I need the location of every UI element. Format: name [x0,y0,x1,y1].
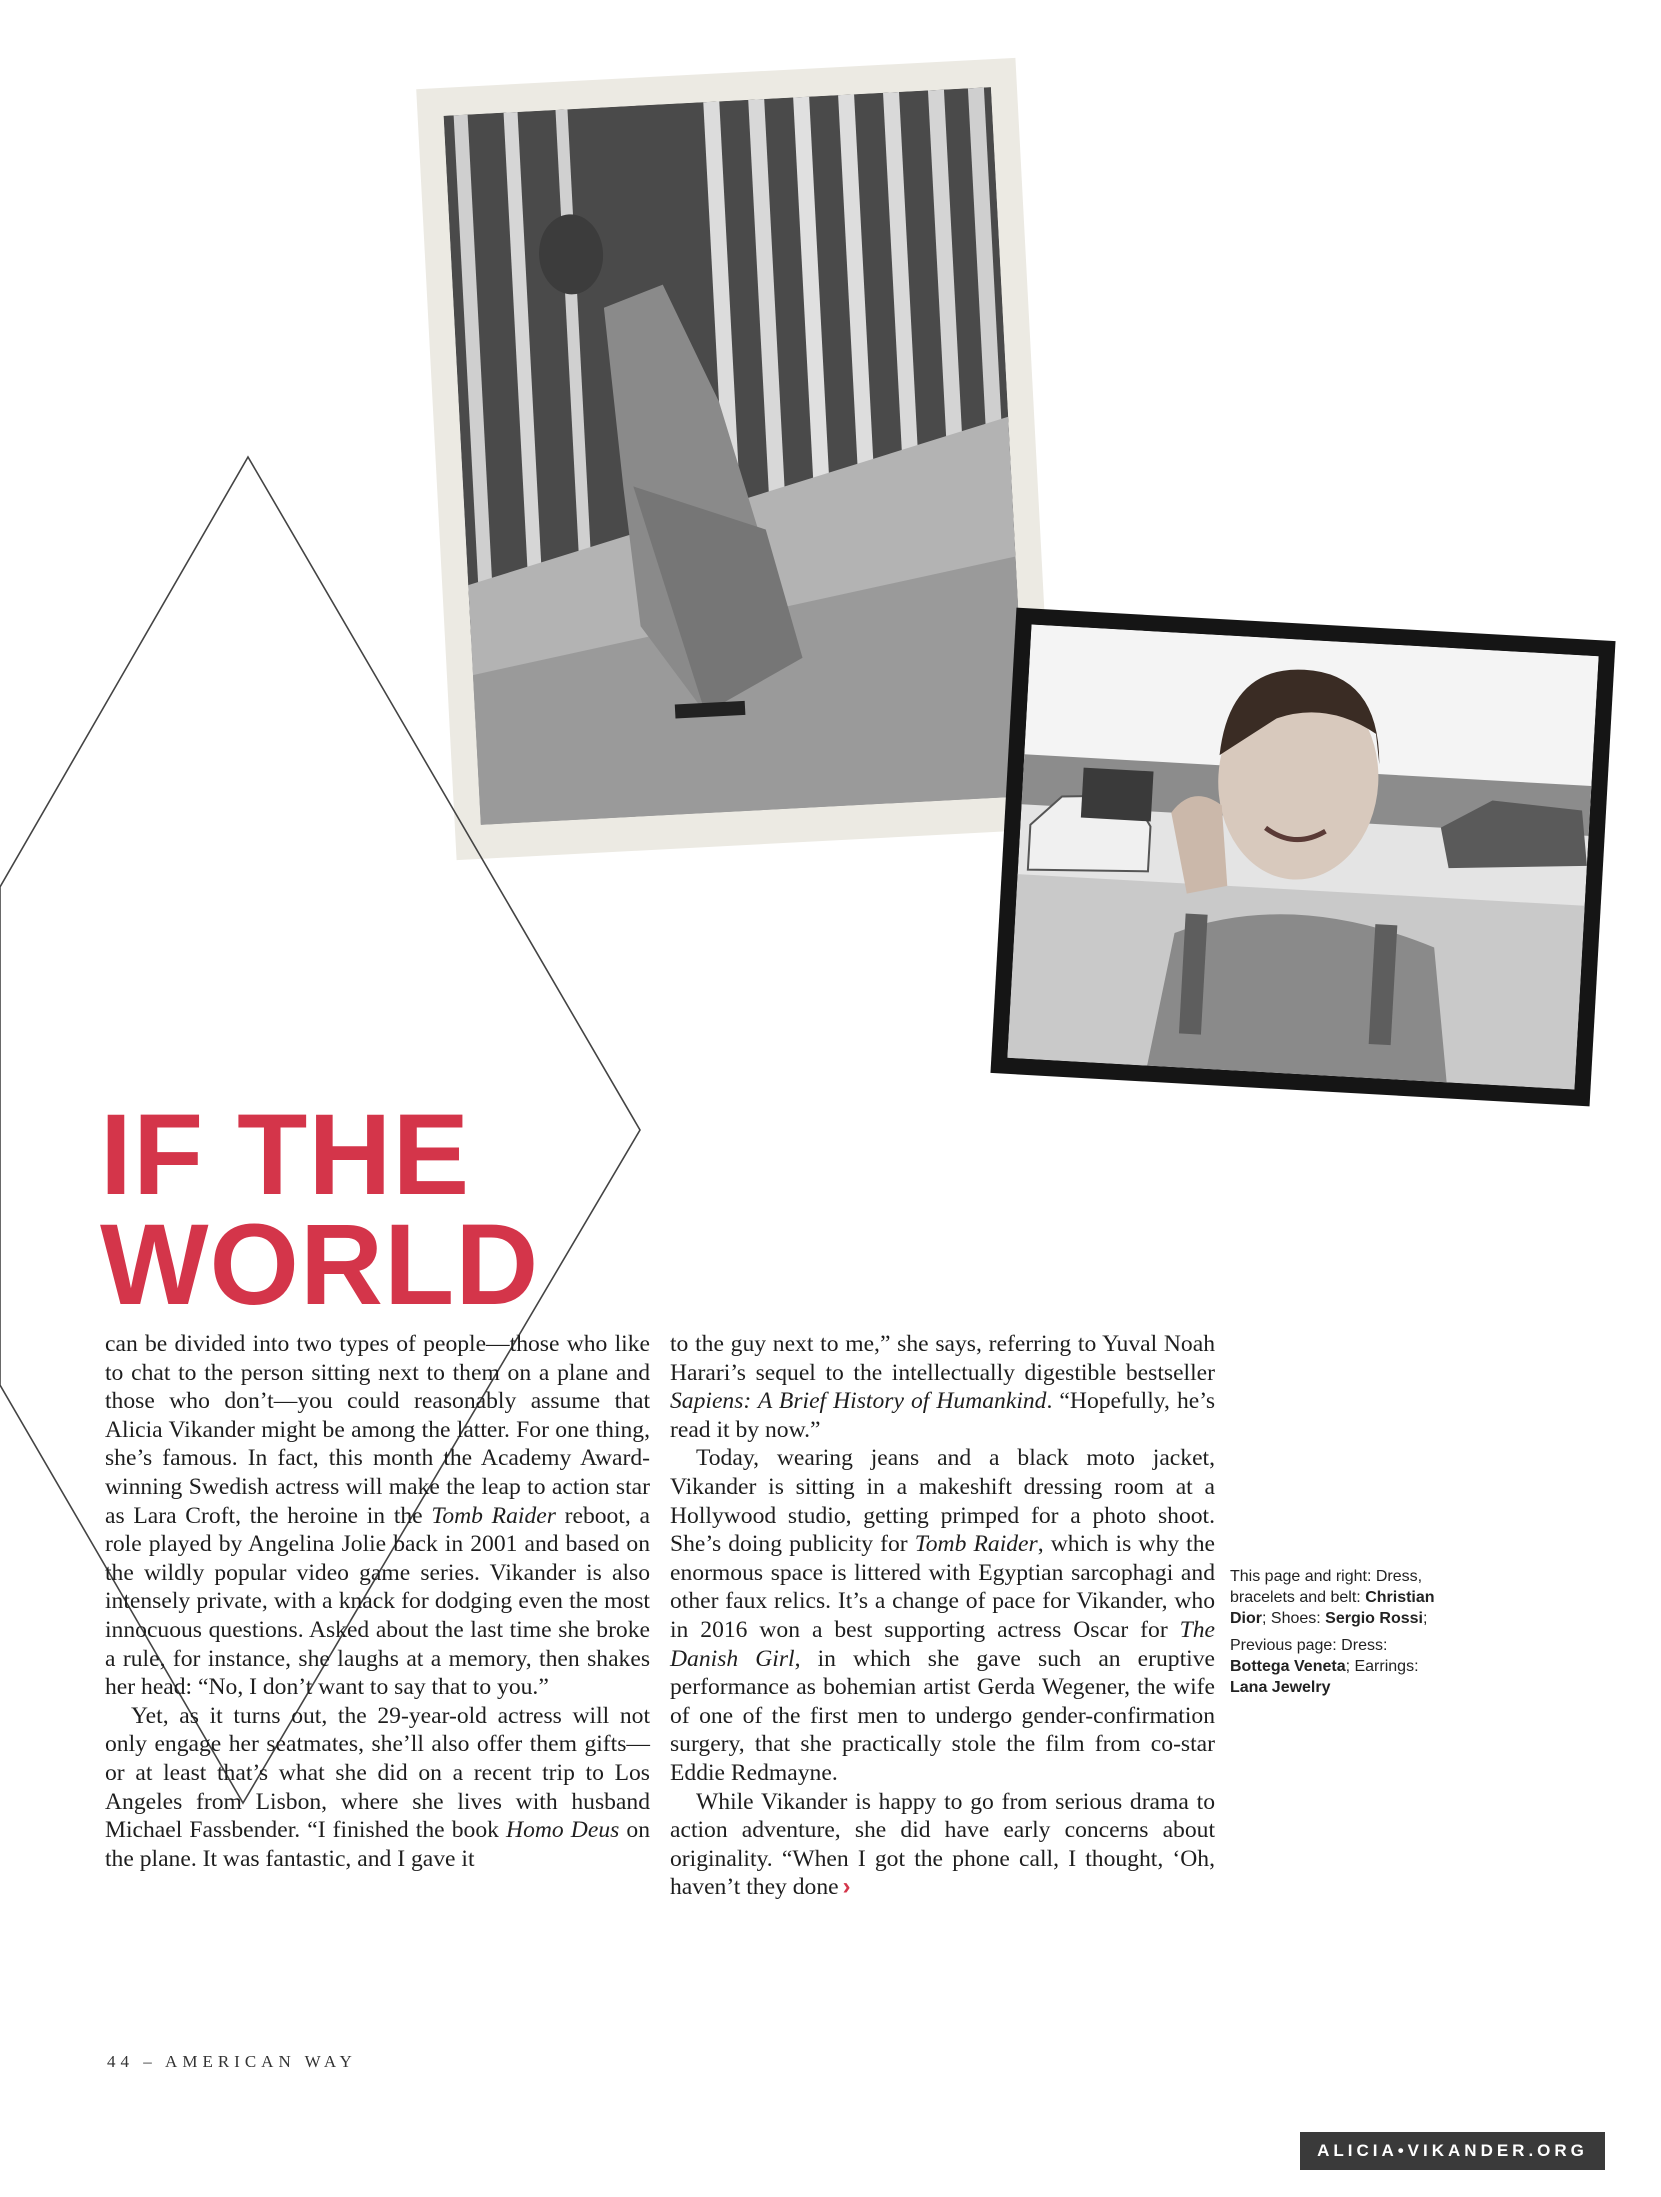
paragraph-4-text: Today, wearing jeans and a black moto jacket, Vikander is sitting in a makeshift dressing room at a Hollywood studio, getting primped for a photo shoot. She’s doing publicity for [670,1445,1215,1558]
page-folio: 44 – AMERICAN WAY [107,2052,357,2071]
paragraph-4-title-1: Tomb Raider [914,1531,1038,1558]
headline-line-2: WORLD [100,1201,540,1329]
site-watermark-badge: ALICIA•VIKANDER.ORG [1300,2132,1605,2170]
paragraph-1-text-end: reboot, a role played by Angelina Jolie back in 2001 and based on the wildly popular video game series. Vikander is also intensely private, with a knack for dodging even the most innocuous questions. Asked about the last time she broke a rule, for instance, she laughs at a memory, then shakes her head: “No, I don’t want to say that to you.” [105,1502,650,1701]
paragraph-3 [670,1330,1215,1444]
caption-credit-2-mid: ; Earrings: [1345,1658,1419,1675]
paragraph-4 [670,1444,1215,1787]
caption-credit-2-text: Previous page: Dress: [1230,1637,1388,1654]
caption-credit-1-end: ; [1422,1610,1428,1627]
photo-smiling-portrait [990,608,1615,1107]
paragraph-3-text-end: . “Hopefully, he’s read it by now.” [670,1388,1215,1443]
paragraph-2-text: Yet, as it turns out, the 29-year-old actress will not only engage her seatmates, she’ll also offer them gifts—or at least that’s what she did on a recent trip to Los Angeles from Lisbon, where she lives with husband Michael Fassbender. “I finished the book [105,1702,650,1844]
paragraph-2-title: Homo Deus [506,1817,620,1844]
photo-smiling-image [1007,624,1598,1089]
headline-line-1: IF THE [100,1091,471,1219]
photo-wall-portrait [416,58,1056,860]
paragraph-3-title: Sapiens: A Brief History of Humankind [670,1388,1047,1415]
paragraph-5 [670,1788,1215,1902]
caption-credit-1 [1230,1566,1450,1629]
caption-brand-rossi: Sergio Rossi [1325,1610,1423,1627]
caption-brand-dior: Christian Dior [1230,1589,1435,1627]
paragraph-2 [105,1702,650,1874]
caption-credit-2 [1230,1635,1450,1698]
caption-credit-1-mid: ; Shoes: [1262,1610,1326,1627]
caption-credit-1-text: This page and right: Dress, bracelets and belt: [1230,1568,1423,1606]
paragraph-1 [105,1330,650,1702]
caption-brand-bottega: Bottega Veneta [1230,1658,1346,1675]
headline [100,1091,540,1329]
paragraph-1-text: can be divided into two types of people—those who like to chat to the person sitting next to them on a plane and those who don’t—you could reasonably assume that Alicia Vikander might be among the latter. For one thing, she’s famous. In fact, this month the Academy Award-winning Swedish actress will make the leap to action star as Lara Croft, the heroine in the [105,1331,650,1529]
paragraph-4-title-2: The Danish Girl [670,1616,1215,1672]
paragraph-3-text: to the guy next to me,” she says, referring to Yuval Noah Harari’s sequel to the intellectually digestible bestseller [670,1331,1215,1386]
paragraph-4-text-mid: , which is why the enormous space is littered with Egyptian sarcophagi and other faux relics. It’s a change of pace for Vikander, who in 2016 won a best supporting actress Oscar for [670,1531,1215,1643]
paragraph-5-text: While Vikander is happy to go from serious drama to action adventure, she did have early concerns about originality. “When I got the phone call, I thought, ‘Oh, haven’t they done [670,1788,1215,1901]
paragraph-1-title: Tomb Raider [431,1502,556,1529]
photo-wall-image [444,87,1028,825]
body-column-1 [105,1330,650,1873]
paragraph-2-text-end: on the plane. It was fantastic, and I gave it [105,1817,650,1872]
caption-brand-lana: Lana Jewelry [1230,1679,1331,1696]
photo-credits-caption [1230,1566,1450,1704]
paragraph-4-text-end: , in which she gave such an eruptive performance as bohemian artist Gerda Wegener, the wife of one of the first men to undergo gender-confirmation surgery, that she practically stole the film from co-star Eddie Redmayne. [670,1645,1215,1786]
body-column-2 [670,1330,1215,1902]
continue-arrow-icon[interactable]: › [842,1874,851,1901]
